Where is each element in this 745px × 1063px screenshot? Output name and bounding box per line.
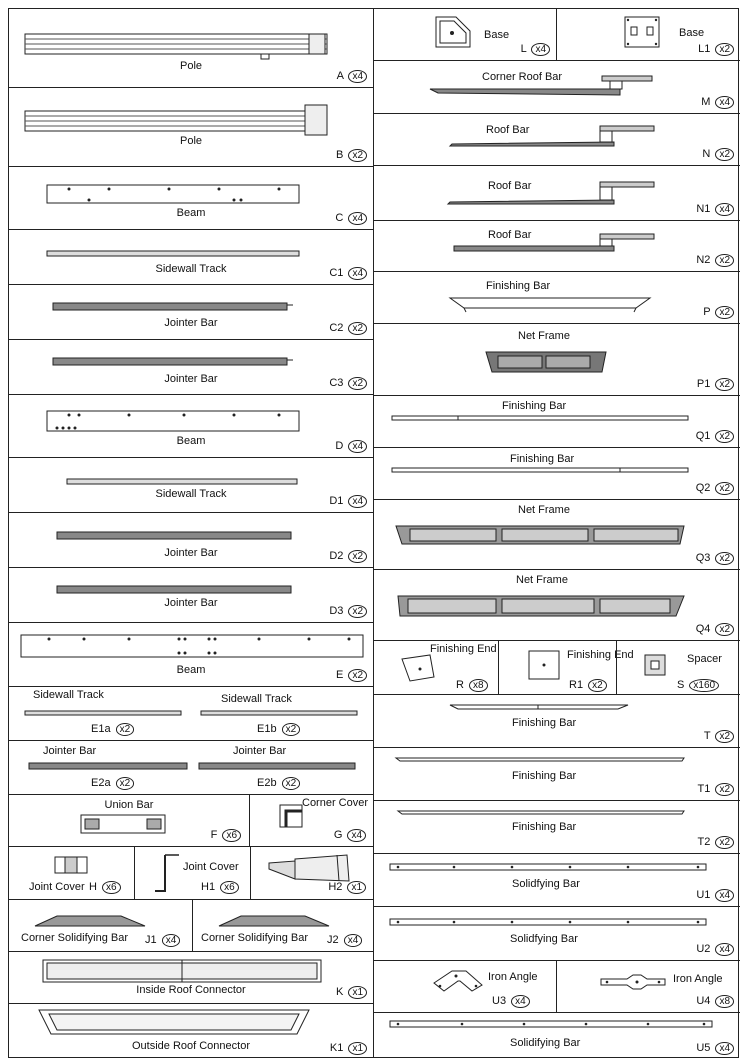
part-code: Q1 x2 [696,430,734,443]
part-label: Corner Solidifying Bar [21,932,128,944]
solidifying-bar-drawing [374,1013,740,1059]
part-label: Net Frame [516,574,568,586]
part-code: L1 x2 [698,43,734,56]
part-code: F x6 [211,829,241,842]
part-t [374,695,740,748]
part-d3 [9,568,373,623]
part-label: Corner Roof Bar [482,71,563,83]
roof-connector-drawing [9,952,374,1004]
part-label: Jointer Bar [164,373,218,385]
left-column [9,9,374,1057]
part-label: Finishing End [430,643,497,655]
part-label: Roof Bar [486,124,530,136]
part-label: Roof Bar [488,229,532,241]
part-code: C3 x2 [329,377,367,390]
beam-drawing [9,167,374,230]
part-code: E2b x2 [257,777,300,790]
part-r1 [498,641,634,694]
part-label: Jointer Bar [164,317,218,329]
part-c2 [9,285,373,340]
part-u5 [374,1013,740,1059]
part-label: Jointer Bar [43,745,97,757]
part-t1 [374,748,740,801]
part-h [9,847,134,899]
part-h1 [134,847,250,899]
jointer-drawing [9,340,374,395]
part-code: E1b x2 [257,723,300,736]
row-fg [9,795,373,847]
part-label: Iron Angle [488,971,538,983]
part-d1 [9,458,373,513]
part-label: Net Frame [518,330,570,342]
part-code: U5 x4 [696,1042,734,1055]
part-label: Pole [179,135,203,147]
track-drawing [9,687,374,741]
part-u1 [374,854,740,907]
part-code: E1a x2 [91,723,134,736]
part-label: Finishing Bar [512,821,577,833]
part-q2 [374,448,740,500]
part-label: Sidewall Track [155,488,227,500]
part-code: K x1 [336,986,367,999]
part-code: J1 x4 [145,934,180,947]
part-l [374,9,556,60]
part-k1 [9,1004,373,1059]
part-code: E x2 [336,669,367,682]
part-code: H1 x6 [201,881,239,894]
part-label: Jointer Bar [233,745,287,757]
part-c1 [9,230,373,285]
part-label: Pole [179,60,203,72]
parts-list-sheet [8,8,739,1058]
part-code: U1 x4 [696,889,734,902]
part-code: P1 x2 [697,378,734,391]
jointer-drawing [9,513,374,568]
beam-drawing [9,623,374,687]
part-c [9,167,373,230]
part-code: D3 x2 [329,605,367,618]
part-code: H2 x1 [328,881,366,894]
part-label: Base [484,29,510,41]
part-j2 [192,900,374,951]
part-label: Solidfying Bar [512,878,580,890]
part-u4 [556,961,740,1012]
roof-bar-drawing [374,166,740,221]
part-label: Solidifying Bar [510,1037,581,1049]
track-drawing [9,458,374,513]
finishing-bar-drawing [374,272,740,324]
part-code: U4 x8 [696,995,734,1008]
part-label: Sidewall Track [221,693,292,705]
right-column [374,9,740,1057]
part-code: Q4 x2 [696,623,734,636]
part-g [249,795,374,846]
part-n [374,114,740,166]
part-j1 [9,900,192,951]
jointer-drawing [9,568,374,623]
part-code: B x2 [336,149,367,162]
part-code: Q3 x2 [696,552,734,565]
part-p [374,272,740,324]
part-code: T x2 [704,730,734,743]
part-n1 [374,166,740,221]
part-label: Beam [176,435,206,447]
part-c3 [9,340,373,395]
part-b [9,88,373,167]
jointer-drawing [9,285,374,340]
part-q3 [374,500,740,570]
part-d [9,395,373,458]
part-s [616,641,740,694]
part-code: H x6 [89,881,121,894]
part-u3 [374,961,556,1012]
part-q1 [374,396,740,448]
part-code: Q2 x2 [696,482,734,495]
part-label: Sidewall Track [155,263,227,275]
part-code: C x4 [335,212,367,225]
part-label: Jointer Bar [164,597,218,609]
part-f [9,795,249,846]
part-e [9,623,373,687]
part-label: Corner Cover [302,797,369,809]
pole-drawing [9,9,374,88]
row-h [9,847,373,900]
part-code: N2 x2 [696,254,734,267]
part-code: L x4 [521,43,550,56]
row-u [374,961,740,1013]
part-label: Solidfying Bar [510,933,578,945]
track-drawing [9,230,374,285]
part-code: C2 x2 [329,322,367,335]
part-label: Union Bar [104,799,154,811]
part-e1 [9,687,373,741]
roof-bar-drawing [374,221,740,272]
part-label: Finishing End [567,649,634,661]
part-label: Iron Angle [673,973,723,985]
part-label: Inside Roof Connector [136,984,246,996]
part-t2 [374,801,740,854]
part-r [374,641,498,694]
part-label: Finishing Bar [510,453,575,465]
jointer-drawing [9,741,374,795]
part-e2 [9,741,373,795]
part-label: Jointer Bar [164,547,218,559]
part-code: R1 x2 [569,679,607,692]
part-d2 [9,513,373,568]
part-label: Sidewall Track [33,689,104,701]
part-label: Outside Roof Connector [131,1040,250,1052]
part-label: Beam [176,207,206,219]
part-code: E2a x2 [91,777,134,790]
row-rs [374,641,740,695]
part-q4 [374,570,740,641]
part-a [9,9,373,88]
part-code: P x2 [703,306,734,319]
part-code: T1 x2 [698,783,734,796]
part-code: N1 x4 [696,203,734,216]
part-code: C1 x4 [329,267,367,280]
row-j [9,900,373,952]
pole-drawing [9,88,374,167]
part-code: D1 x4 [329,495,367,508]
part-n2 [374,221,740,272]
part-label: Beam [176,664,206,676]
part-p1 [374,324,740,396]
beam-drawing [9,395,374,458]
part-code: J2 x4 [327,934,362,947]
part-code: T2 x2 [698,836,734,849]
part-k [9,952,373,1004]
part-code: N x2 [702,148,734,161]
part-u2 [374,907,740,961]
part-label: Base [679,27,705,39]
roof-bar-drawing [374,114,740,166]
row-base [374,9,740,61]
part-label: Net Frame [518,504,570,516]
part-label: Joint Cover [183,861,239,873]
part-label: Corner Solidifying Bar [201,932,308,944]
part-code: G x4 [334,829,366,842]
part-code: M x4 [701,96,734,109]
part-label: Finishing Bar [512,717,577,729]
part-m [374,61,740,114]
part-label: Finishing Bar [486,280,551,292]
part-h2 [250,847,374,899]
part-code: R x8 [456,679,488,692]
part-code: U3 x4 [492,995,530,1008]
part-code: K1 x1 [330,1042,367,1055]
part-code: D2 x2 [329,550,367,563]
part-code: A x4 [337,70,367,83]
part-l1 [556,9,740,60]
part-code: U2 x4 [696,943,734,956]
part-label: Joint Cover [29,881,85,893]
roof-bar-drawing [374,61,740,114]
part-label: Finishing Bar [512,770,577,782]
part-code: S x160 [677,679,719,692]
part-label: Spacer [687,653,722,665]
part-label: Roof Bar [488,180,532,192]
part-label: Finishing Bar [502,400,567,412]
part-code: D x4 [335,440,367,453]
